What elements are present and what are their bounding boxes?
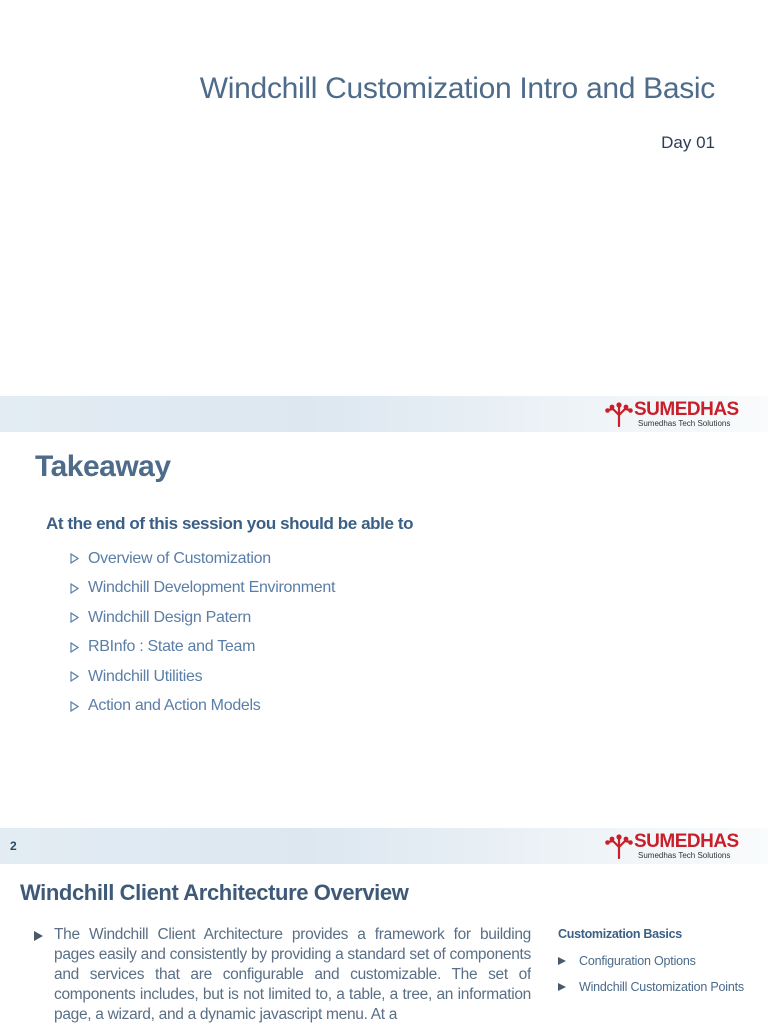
footer-band (0, 828, 768, 864)
triangle-outline-icon (70, 642, 79, 653)
list-item (70, 633, 335, 663)
list-item-label: Windchill Development Environment (88, 579, 336, 597)
side-panel-title: Customization Basics (558, 927, 682, 941)
body-bullet (34, 925, 531, 1024)
list-item (70, 574, 335, 604)
list-item (70, 544, 335, 574)
triangle-outline-icon (70, 583, 79, 594)
list-item-label: Configuration Options (579, 954, 696, 968)
brand-tagline: Sumedhas Tech Solutions (638, 851, 731, 860)
footer-band (0, 396, 768, 432)
triangle-outline-icon (70, 553, 79, 564)
list-item (558, 952, 748, 970)
triangle-solid-icon (34, 931, 43, 941)
brand-logo (604, 400, 744, 428)
page-number: 2 (10, 839, 17, 853)
triangle-outline-icon (70, 701, 79, 712)
list-item (70, 692, 335, 722)
day-label: Day 01 (661, 133, 715, 152)
list-item-label: Windchill Utilities (88, 667, 203, 685)
presentation-title: Windchill Customization Intro and Basic (199, 72, 715, 105)
takeaway-list (70, 544, 335, 721)
list-item (70, 662, 335, 692)
brand-tagline: Sumedhas Tech Solutions (638, 419, 731, 428)
tree-logo-icon (604, 833, 634, 859)
body-text: The Windchill Client Architecture provides a framework for building pages easily and consistently by providing a standard set of components and services that are configurable and customizable. The set of components includes, but is not limited to, a table, a tree, an information page, a wizard, and a dynamic javascript menu. At a (54, 926, 531, 1023)
triangle-outline-icon (70, 671, 79, 682)
lead-text: At the end of this session you should be able to (46, 514, 414, 533)
title-slide (0, 0, 768, 396)
list-item-label: Action and Action Models (88, 697, 261, 715)
tree-logo-icon (604, 401, 634, 427)
list-item (558, 978, 748, 996)
triangle-solid-icon (558, 983, 566, 991)
architecture-slide (0, 864, 768, 1024)
brand-name: SUMEDHAS (634, 399, 739, 420)
brand-logo (604, 832, 744, 860)
slide-title: Windchill Client Architecture Overview (20, 880, 409, 905)
list-item-label: Windchill Customization Points (579, 980, 744, 994)
side-panel-list (558, 952, 748, 1004)
list-item-label: Windchill Design Patern (88, 608, 251, 626)
list-item (70, 603, 335, 633)
list-item-label: Overview of Customization (88, 549, 271, 567)
list-item-label: RBInfo : State and Team (88, 638, 256, 656)
triangle-solid-icon (558, 957, 566, 965)
brand-name: SUMEDHAS (634, 831, 739, 852)
slide-title: Takeaway (35, 450, 171, 483)
triangle-outline-icon (70, 612, 79, 623)
takeaway-slide (0, 432, 768, 828)
